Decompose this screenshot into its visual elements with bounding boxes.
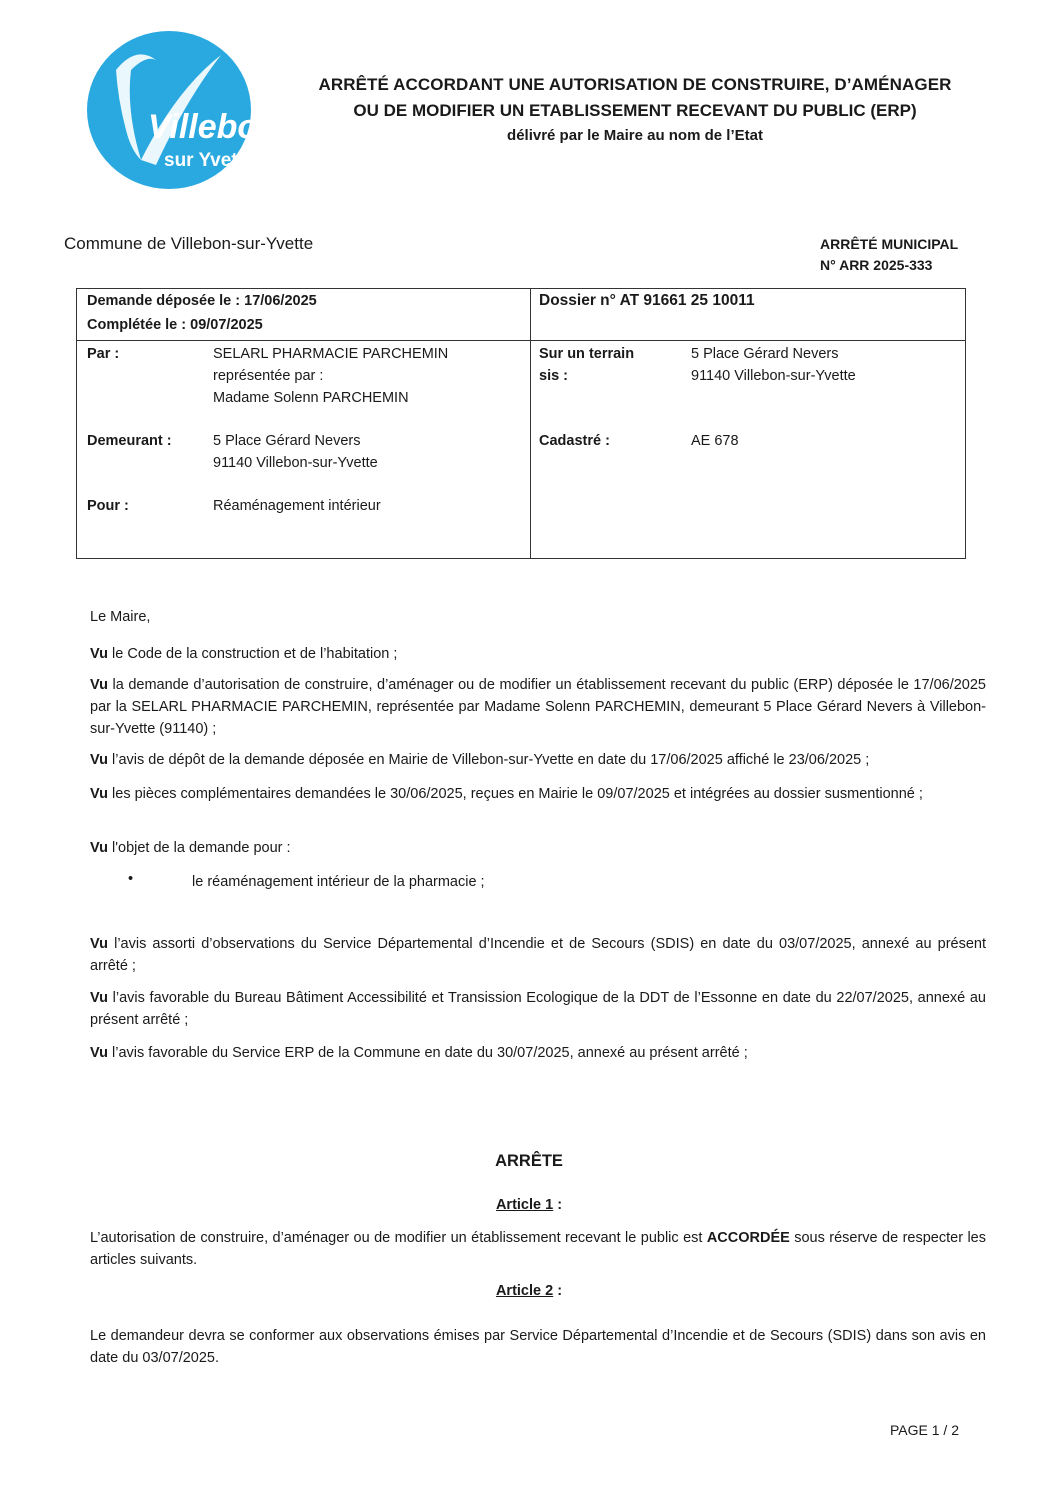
vu-paragraph-7 (90, 987, 986, 1031)
vu-paragraph-1 (90, 643, 986, 665)
par-label: Par : (87, 346, 120, 362)
par-line-1: SELARL PHARMACIE PARCHEMIN (213, 346, 449, 362)
arrete-number: N° ARR 2025-333 (820, 257, 933, 273)
title-line-1: ARRÊTÉ ACCORDANT UNE AUTORISATION DE CONSTRUIRE, D’AMÉNAGER (318, 75, 952, 94)
vu-5-text: l'objet de la demande pour : (108, 840, 291, 856)
vu-paragraph-8 (90, 1042, 986, 1064)
par-value (213, 343, 448, 409)
article-1-colon: : (553, 1197, 563, 1213)
table-divider-horizontal (77, 340, 965, 341)
demeurant-line-1: 5 Place Gérard Nevers (213, 433, 361, 449)
bullet-text: le réaménagement intérieur de la pharmacie ; (192, 874, 485, 890)
article-2-body: Le demandeur devra se conformer aux observations émises par Service Départemental d’Incendie et de Secours (SDIS) dans son avis en date du 03/07/2025. (90, 1328, 986, 1366)
vu-paragraph-4 (90, 783, 986, 805)
vu-keyword: Vu (90, 1045, 108, 1061)
vu-keyword: Vu (90, 936, 108, 952)
vu-keyword: Vu (90, 786, 108, 802)
article-1-title: Article 1 (495, 1197, 554, 1213)
article-1-part-1: L’autorisation de construire, d’aménager ou de modifier un établissement recevant le public est (90, 1230, 707, 1246)
le-maire-text: Le Maire, (90, 609, 151, 625)
terrain-label-line-2: sis : (539, 368, 569, 384)
vu-paragraph-5 (90, 837, 986, 859)
accordee-keyword: ACCORDÉE (706, 1230, 790, 1246)
article-2-title: Article 2 (495, 1283, 554, 1299)
arrete-municipal-label: ARRÊTÉ MUNICIPAL (820, 236, 959, 252)
vu-7-text: l’avis favorable du Bureau Bâtiment Accessibilité et Transission Ecologique de la DDT de l’Essonne en date du 22/07/2025, annexé au présent arrêté ; (90, 990, 986, 1028)
villebon-logo (86, 30, 279, 190)
vu-paragraph-2 (90, 674, 986, 740)
demeurant-line-2: 91140 Villebon-sur-Yvette (213, 455, 378, 471)
vu-paragraph-6 (90, 933, 986, 977)
vu-keyword: Vu (90, 752, 108, 768)
arrete-municipal-block (820, 234, 958, 276)
dossier-info-table (76, 288, 966, 559)
article-1-part-2: sous réserve de respecter les articles suivants. (90, 1230, 986, 1268)
article-1-heading (0, 1197, 1058, 1213)
vu-keyword: Vu (90, 677, 108, 693)
arrete-heading: ARRÊTE (495, 1152, 563, 1170)
demeurant-value (213, 430, 378, 474)
article-2-colon: : (553, 1283, 563, 1299)
vu-1-text: le Code de la construction et de l’habitation ; (108, 646, 398, 662)
subtitle: délivré par le Maire au nom de l’Etat (507, 127, 763, 144)
terrain-label-line-1: Sur un terrain (539, 346, 635, 362)
article-1-text (90, 1227, 986, 1271)
vu-keyword: Vu (90, 990, 108, 1006)
par-line-3: Madame Solenn PARCHEMIN (213, 390, 409, 406)
article-2-text (90, 1325, 986, 1369)
cadastre-value: AE 678 (691, 433, 739, 449)
vu-4-text: les pièces complémentaires demandées le 30/06/2025, reçues en Mairie le 09/07/2025 et intégrées au dossier susmentionné ; (108, 786, 923, 802)
vu-paragraph-3 (90, 749, 986, 771)
terrain-value (691, 343, 856, 387)
le-maire (90, 606, 986, 628)
vu-3-text: l’avis de dépôt de la demande déposée en Mairie de Villebon-sur-Yvette en date du 17/06/2025 affiché le 23/06/2025 ; (108, 752, 870, 768)
cadastre-label: Cadastré : (539, 433, 610, 449)
logo-text-sur-yvette: sur Yvette (164, 150, 255, 171)
commune-name: Commune de Villebon-sur-Yvette (64, 234, 314, 253)
logo-emblem (86, 30, 279, 190)
bullet-item (192, 871, 892, 893)
title-line-2: OU DE MODIFIER UN ETABLISSEMENT RECEVANT DU PUBLIC (ERP) (353, 101, 917, 120)
demeurant-label: Demeurant : (87, 433, 172, 449)
pour-label: Pour : (87, 498, 129, 514)
dossier-number: Dossier n° AT 91661 25 10011 (539, 292, 755, 309)
vu-2-text: la demande d’autorisation de construire, d’aménager ou de modifier un établissement recevant du public (ERP) déposée le 17/06/2025 par la SELARL PHARMACIE PARCHEMIN, représentée par Madame Solenn PARCHEMIN, demeurant 5 Place Gérard Nevers à Villebon-sur-Yvette (91140) ; (90, 677, 986, 737)
date-completee: Complétée le : 09/07/2025 (87, 317, 263, 333)
page-number: PAGE 1 / 2 (890, 1422, 959, 1438)
vu-keyword: Vu (90, 840, 108, 856)
vu-6-text: l’avis assorti d’observations du Service Départemental d’Incendie et de Secours (SDIS) en date du 03/07/2025, annexé au présent arrêté ; (90, 936, 986, 974)
terrain-label (539, 343, 634, 387)
pour-value: Réaménagement intérieur (213, 498, 381, 514)
terrain-line-1: 5 Place Gérard Nevers (691, 346, 839, 362)
vu-keyword: Vu (90, 646, 108, 662)
article-2-heading (0, 1283, 1058, 1299)
table-divider-vertical (530, 289, 531, 558)
terrain-line-2: 91140 Villebon-sur-Yvette (691, 368, 856, 384)
date-deposee: Demande déposée le : 17/06/2025 (87, 293, 317, 309)
bullet-symbol: • (128, 871, 134, 887)
logo-text-villebon: Villebon (148, 108, 279, 146)
vu-8-text: l’avis favorable du Service ERP de la Commune en date du 30/07/2025, annexé au présent arrêté ; (108, 1045, 748, 1061)
par-line-2: représentée par : (213, 368, 324, 384)
